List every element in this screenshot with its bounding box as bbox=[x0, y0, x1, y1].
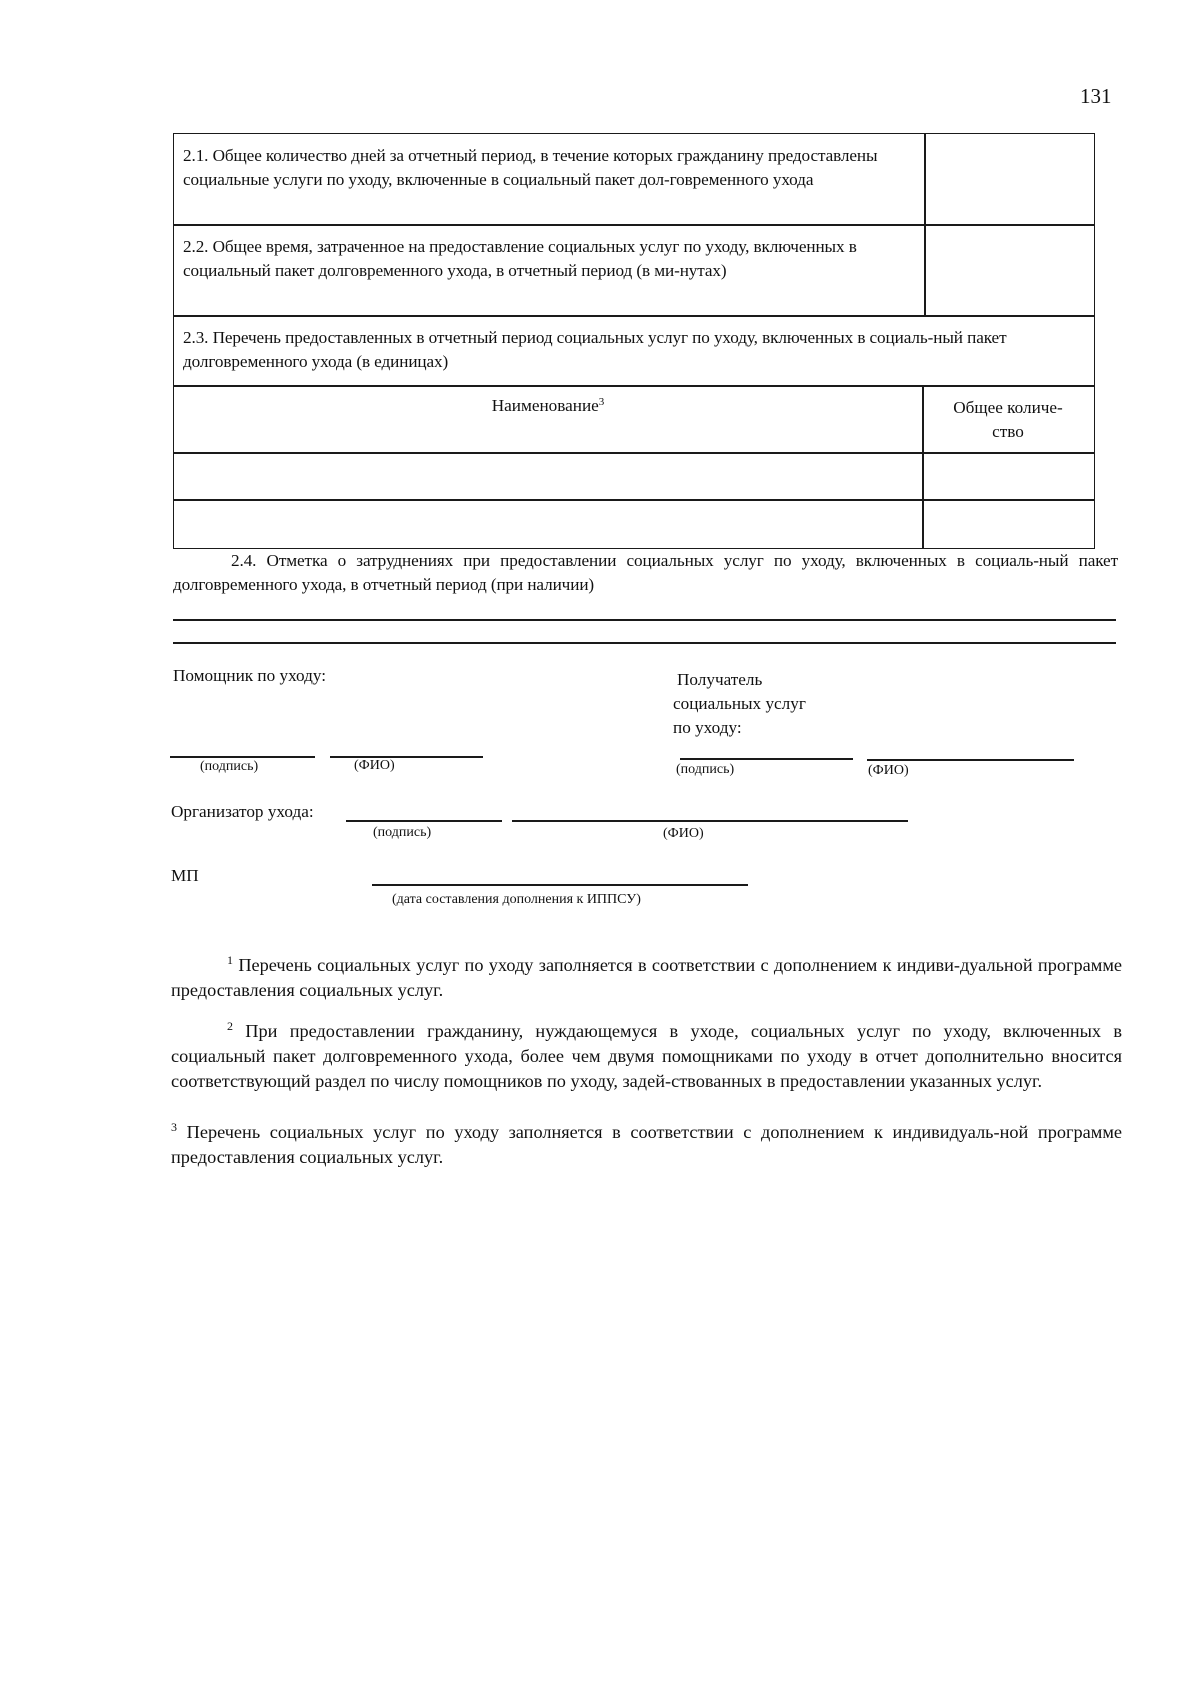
helper-fio-caption: (ФИО) bbox=[354, 758, 395, 773]
table-column-divider bbox=[922, 385, 924, 549]
row-2-2-label: 2.2. Общее время, затраченное на предоставление социальных услуг по уходу, включенных в социальный пакет долговременного ухода, в отчетный период (в ми-нутах) bbox=[183, 237, 857, 280]
footnote-1-text: Перечень социальных услуг по уходу заполняется в соответствии с дополнением к индиви-дуальной программе предоставления социальных услуг. bbox=[171, 955, 1122, 1000]
row-2-2-value bbox=[926, 227, 1094, 313]
recipient-fio-caption: (ФИО) bbox=[868, 763, 909, 778]
organizer-label: Организатор ухода: bbox=[171, 802, 314, 821]
helper-signature-caption: (подпись) bbox=[200, 759, 259, 774]
recipient-fio-line bbox=[867, 759, 1074, 761]
footnote-3 bbox=[171, 1120, 1122, 1170]
column-header-name-footnote-mark: 3 bbox=[598, 396, 605, 408]
recipient-label-line-3: по уходу: bbox=[673, 718, 742, 737]
section-2-4-line-2 bbox=[173, 642, 1116, 644]
date-caption: (дата составления дополнения к ИППСУ) bbox=[392, 892, 641, 907]
footnote-1 bbox=[171, 953, 1122, 1003]
table-row-empty bbox=[175, 454, 921, 498]
section-2-4-line-1 bbox=[173, 619, 1116, 621]
row-2-1-value bbox=[926, 136, 1094, 222]
footnote-1-mark: 1 bbox=[227, 953, 233, 967]
column-header-name bbox=[175, 388, 921, 418]
helper-fio-line bbox=[330, 756, 483, 758]
organizer-signature-line bbox=[346, 820, 502, 822]
footnote-2 bbox=[171, 1019, 1122, 1094]
page-number: 131 bbox=[1080, 84, 1112, 108]
footnote-2-mark: 2 bbox=[227, 1019, 233, 1033]
helper-label: Помощник по уходу: bbox=[173, 666, 327, 685]
stamp-label: МП bbox=[171, 866, 199, 885]
footnote-3-mark: 3 bbox=[171, 1120, 177, 1134]
row-2-3-label: 2.3. Перечень предоставленных в отчетный период социальных услуг по уходу, включенных в социаль-ный пакет долговременного ухода (в единицах) bbox=[183, 328, 1007, 371]
row-2-1-label: 2.1. Общее количество дней за отчетный период, в течение которых гражданину предоставлены социальные услуги по уходу, включенные в социальный пакет дол-говременного ухода bbox=[183, 146, 878, 189]
organizer-fio-line bbox=[512, 820, 908, 822]
column-header-name-text: Наименование bbox=[491, 396, 599, 415]
recipient-signature-line bbox=[680, 758, 853, 760]
recipient-label-line-2: социальных услуг bbox=[673, 694, 806, 713]
section-2-4-content: 2.4. Отметка о затруднениях при предоставлении социальных услуг по уходу, включенных в социаль-ный пакет долговременного ухода, в отчетный период (при наличии) bbox=[173, 551, 1118, 594]
table-divider bbox=[173, 385, 1095, 387]
organizer-fio-caption: (ФИО) bbox=[663, 826, 704, 841]
organizer-signature-caption: (подпись) bbox=[373, 825, 432, 840]
recipient-signature-caption: (подпись) bbox=[676, 762, 735, 777]
table-row-empty bbox=[175, 501, 921, 547]
column-header-total: Общее количе-ство bbox=[953, 398, 1063, 441]
table-divider bbox=[173, 315, 1095, 317]
footnote-2-text: При предоставлении гражданину, нуждающемуся в уходе, социальных услуг по уходу, включенных в социальный пакет долговременного ухода, более чем двумя помощниками по уходу в отчет дополнительно вносится соответствующий раздел по числу помощников по уходу, задей-ствованных в предоставлении указанных услуг. bbox=[171, 1021, 1122, 1091]
section-2-4-text bbox=[173, 549, 1118, 597]
footnote-3-text: Перечень социальных услуг по уходу заполняется в соответствии с дополнением к индивидуаль-ной программе предоставления социальных услуг. bbox=[171, 1122, 1123, 1167]
table-divider bbox=[173, 224, 1095, 226]
date-line bbox=[372, 884, 748, 886]
recipient-label-line-1: Получатель bbox=[677, 670, 763, 689]
